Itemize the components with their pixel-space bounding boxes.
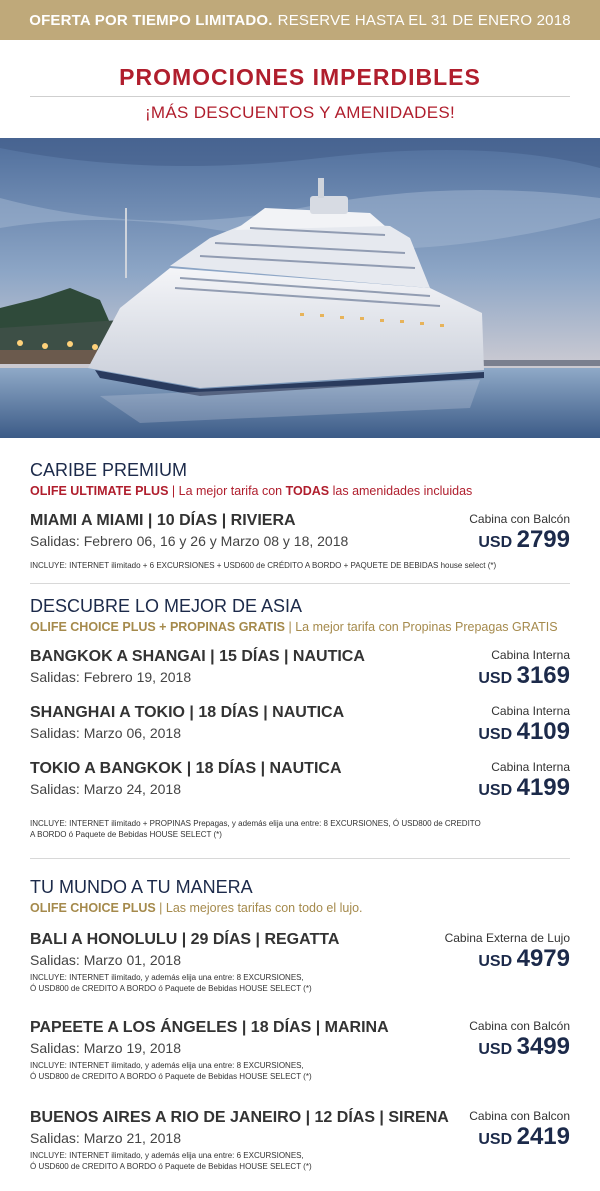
includes-note <box>30 1150 570 1172</box>
price <box>478 1033 570 1061</box>
price <box>478 1123 570 1151</box>
price <box>478 526 570 554</box>
price-currency: USD <box>478 534 513 551</box>
section-title: TU MUNDO A TU MANERA <box>30 877 253 897</box>
price <box>478 945 570 973</box>
promotions-content <box>0 438 600 1191</box>
price <box>478 774 570 802</box>
promo-header <box>0 40 600 138</box>
fare-name: OLIFE CHOICE PLUS <box>30 901 156 915</box>
price-currency: USD <box>478 670 513 687</box>
price-amount: 2799 <box>516 526 570 553</box>
includes-note <box>30 818 570 840</box>
departure-dates: Salidas: Marzo 06, 2018 <box>30 725 181 741</box>
promo-subtitle: ¡MÁS DESCUENTOS Y AMENIDADES! <box>144 103 456 122</box>
route-title: BUENOS AIRES A RIO DE JANEIRO | 12 DÍAS | SIRENA <box>30 1109 449 1126</box>
itinerary-row[interactable] <box>30 1019 570 1109</box>
cabin-type: Cabina Interna <box>491 704 570 718</box>
price-currency: USD <box>478 782 513 799</box>
departure-dates: Salidas: Marzo 19, 2018 <box>30 1040 181 1056</box>
route-title: SHANGHAI A TOKIO | 18 DÍAS | NAUTICA <box>30 704 345 721</box>
fare-name: OLIFE ULTIMATE PLUS <box>30 484 169 498</box>
cabin-type: Cabina con Balcón <box>469 512 570 526</box>
price-amount: 4199 <box>516 774 570 801</box>
route-title: BANGKOK A SHANGAI | 15 DÍAS | NAUTICA <box>30 648 365 665</box>
cabin-type: Cabina con Balcón <box>469 1019 570 1033</box>
section-asia <box>30 584 570 859</box>
itinerary-row[interactable] <box>30 704 570 760</box>
includes-note-line: INCLUYE: INTERNET ilimitado + PROPINAS Prepagas, y además elija una entre: 8 EXCURSIONES, Ó USD800 de CREDITO <box>30 819 481 828</box>
section-title: DESCUBRE LO MEJOR DE ASIA <box>30 596 303 616</box>
itinerary-row[interactable] <box>30 512 570 556</box>
departure-dates: Salidas: Febrero 19, 2018 <box>30 669 192 685</box>
includes-note-line: Ó USD800 de CREDITO A BORDO ó Paquete de Bebidas HOUSE SELECT (*) <box>30 1072 312 1082</box>
itinerary-row[interactable] <box>30 1109 570 1189</box>
includes-note-line: A BORDO ó Paquete de Bebidas HOUSE SELECT (*) <box>30 830 222 840</box>
price-currency: USD <box>478 953 513 970</box>
header-divider <box>30 96 570 97</box>
itinerary-row[interactable] <box>30 648 570 704</box>
fare-desc-b: las amenidades incluidas <box>329 484 473 498</box>
departure-dates: Salidas: Febrero 06, 16 y 26 y Marzo 08 y 18, 2018 <box>30 533 349 549</box>
includes-note-line: Ó USD600 de CREDITO A BORDO ó Paquete de Bebidas HOUSE SELECT (*) <box>30 1162 312 1172</box>
cabin-type: Cabina Interna <box>491 760 570 774</box>
price-amount: 3169 <box>516 662 570 689</box>
limited-offer-banner[interactable] <box>0 0 600 40</box>
departure-dates: Salidas: Marzo 24, 2018 <box>30 781 181 797</box>
itinerary-row[interactable] <box>30 931 570 1019</box>
price-currency: USD <box>478 726 513 743</box>
includes-note-line: INCLUYE: INTERNET ilimitado, y además elija una entre: 8 EXCURSIONES, <box>30 1061 304 1070</box>
departure-dates: Salidas: Marzo 21, 2018 <box>30 1130 181 1146</box>
price-currency: USD <box>478 1131 513 1148</box>
includes-note-line: INCLUYE: INTERNET ilimitado, y además elija una entre: 6 EXCURSIONES, <box>30 1151 304 1160</box>
includes-note <box>30 972 570 994</box>
route-title: MIAMI A MIAMI | 10 DÍAS | RIVIERA <box>30 512 296 529</box>
section-title: CARIBE PREMIUM <box>30 460 188 480</box>
price-amount: 2419 <box>516 1123 570 1150</box>
section-subtitle <box>30 484 570 498</box>
fare-desc-a: | La mejor tarifa con Propinas Prepagas GRATIS <box>285 620 558 634</box>
offer-deadline-text: RESERVE HASTA EL 31 DE ENERO 2018 <box>277 11 571 29</box>
fare-desc-a: | La mejor tarifa con <box>168 484 286 498</box>
cabin-type: Cabina Interna <box>491 648 570 662</box>
includes-note-line: INCLUYE: INTERNET ilimitado, y además elija una entre: 8 EXCURSIONES, <box>30 973 304 982</box>
itinerary-row[interactable] <box>30 760 570 810</box>
price-currency: USD <box>478 1041 513 1058</box>
includes-note <box>30 1060 570 1082</box>
fare-desc-emph: TODAS <box>285 484 330 498</box>
route-title: BALI A HONOLULU | 29 DÍAS | REGATTA <box>30 931 340 948</box>
section-subtitle <box>30 901 570 915</box>
departure-dates: Salidas: Marzo 01, 2018 <box>30 952 181 968</box>
cabin-type: Cabina Externa de Lujo <box>444 931 570 945</box>
cabin-type: Cabina con Balcon <box>469 1109 570 1123</box>
fare-desc-a: | Las mejores tarifas con todo el lujo. <box>155 901 363 915</box>
cruise-ship-hero-image[interactable] <box>0 138 600 438</box>
fare-name: OLIFE CHOICE PLUS + PROPINAS GRATIS <box>30 620 286 634</box>
offer-bold-text: OFERTA POR TIEMPO LIMITADO. <box>29 11 273 29</box>
promo-title: PROMOCIONES IMPERDIBLES <box>119 64 481 90</box>
price-amount: 4979 <box>516 945 570 972</box>
route-title: TOKIO A BANGKOK | 18 DÍAS | NAUTICA <box>30 760 342 777</box>
price-amount: 3499 <box>516 1033 570 1060</box>
includes-note-line: Ó USD800 de CREDITO A BORDO ó Paquete de Bebidas HOUSE SELECT (*) <box>30 984 312 994</box>
cruise-ship-illustration <box>0 138 600 438</box>
section-caribe-premium <box>30 438 570 584</box>
section-tu-mundo <box>30 859 570 1191</box>
includes-note: INCLUYE: INTERNET ilimitado + 6 EXCURSIONES + USD600 de CRÉDITO A BORDO + PAQUETE DE BEBIDAS house select (*) <box>30 561 497 570</box>
price-amount: 4109 <box>516 718 570 745</box>
price <box>478 718 570 746</box>
route-title: PAPEETE A LOS ÁNGELES | 18 DÍAS | MARINA <box>30 1019 389 1036</box>
price <box>478 662 570 690</box>
section-subtitle <box>30 620 570 634</box>
